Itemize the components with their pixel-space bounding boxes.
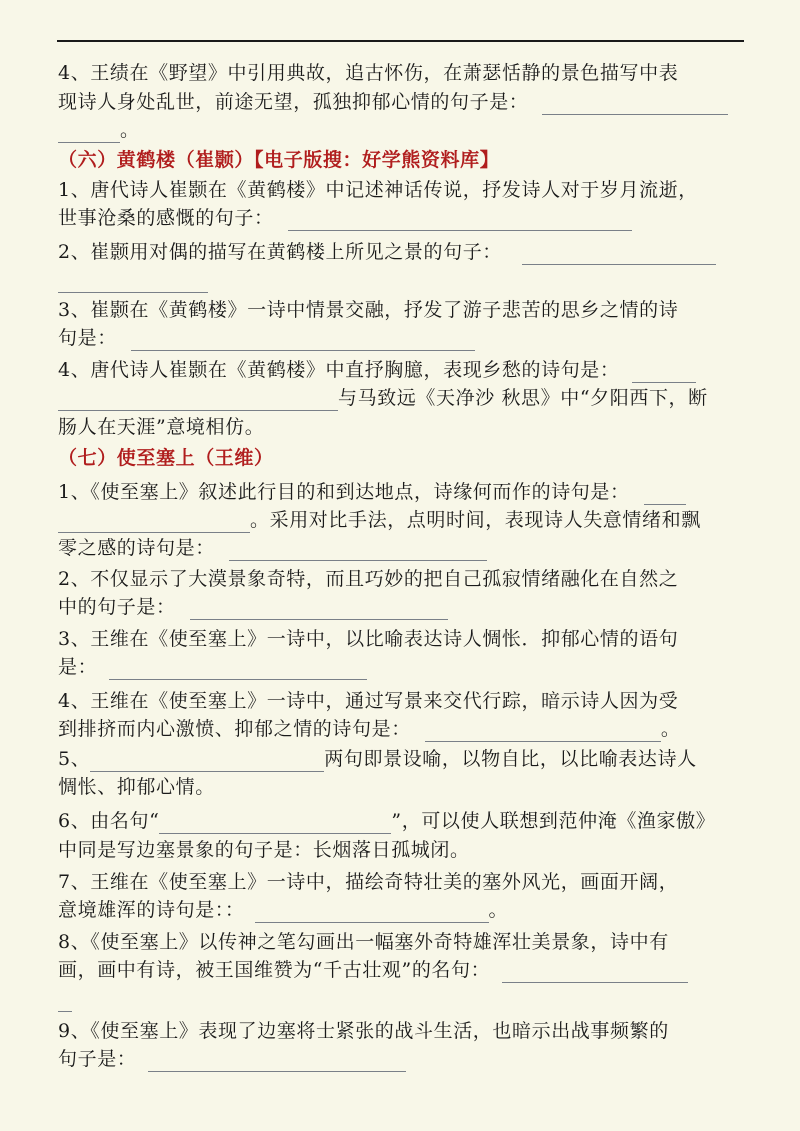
q-szss-3-line2 [58,654,367,680]
item-text: 到排挤而内心激愤、抑郁之情的诗句是： [58,718,411,740]
answer-blank[interactable] [58,272,208,293]
item-text: 王维在《使至塞上》一诗中，以比喻表达诗人惆怅．抑郁心情的语句 [90,628,679,650]
item-text: 王绩在《野望》中引用典故，追古怀伤，在萧瑟恬静的景色描写中表 [90,62,679,84]
item-text: 崔颢用对偶的描写在黄鹤楼上所见之景的句子： [90,241,502,263]
answer-blank[interactable] [288,210,632,231]
q-szss-6-line2 [58,837,470,863]
q-hhl-3-line2 [58,325,475,351]
item-text: 句子是： [58,1048,137,1070]
item-number: 3、 [58,628,91,650]
q-szss-8-line2 [58,957,688,983]
top-rule [57,40,744,42]
item-number: 2、 [58,568,91,590]
item-text: 画，画中有诗，被王国维赞为“千古壮观”的名句： [58,959,491,981]
item-text: 意境雄浑的诗句是：： [58,899,245,921]
q-szss-1-line1 [58,479,686,505]
item-text: 王维在《使至塞上》一诗中，通过写景来交代行踪，暗示诗人因为受 [90,690,679,712]
item-text: 唐代诗人崔颢在《黄鹤楼》中记述神话传说，抒发诗人对于岁月流逝， [90,179,698,201]
q-hhl-4-line3 [58,414,264,440]
answer-blank[interactable] [58,512,250,533]
item-number: 4、 [58,690,91,712]
item-number: 1、 [58,179,91,201]
item-text: 《使至塞上》叙述此行目的和到达地点，诗缘何而作的诗句是： [90,481,630,503]
answer-blank[interactable] [90,751,324,772]
item-text: 。 [660,718,681,740]
q-hhl-3-line1 [58,297,678,323]
q-wangji-4-line3 [58,117,140,143]
item-text: 不仅显示了大漠景象奇特，而且巧妙的把自己孤寂情绪融化在自然之 [90,568,679,590]
q-hhl-4-line1 [58,357,696,383]
item-number: 7、 [58,871,91,893]
answer-blank[interactable] [632,362,696,383]
item-text: ”，可以使人联想到范仲淹《渔家傲》 [391,810,716,832]
q-szss-2-line2 [58,594,448,620]
item-text: 零之感的诗句是： [58,537,215,559]
q-szss-5-line1 [58,746,697,772]
q-szss-8-line3 [58,986,72,1012]
item-text: 中的句子是： [58,596,176,618]
q-szss-7-line1 [58,869,678,895]
item-number: 4、 [58,62,91,84]
q-szss-2-line1 [58,566,678,592]
q-szss-6-line1 [58,808,715,834]
q-szss-5-line2 [58,774,215,800]
item-text: 与马致远《天净沙 秋思》中“夕阳西下，断 [338,387,708,409]
item-text: 。采用对比手法，点明时间，表现诗人失意情绪和飘 [250,509,701,531]
q-szss-7-line2 [58,897,508,923]
answer-blank[interactable] [502,962,688,983]
answer-blank[interactable] [159,813,391,834]
q-wangji-4-line2 [58,89,728,115]
item-text: 。 [120,119,140,141]
item-text: 唐代诗人崔颢在《黄鹤楼》中直抒胸臆，表现乡愁的诗句是： [90,359,620,381]
item-number: 6、 [58,810,91,832]
item-text: 中同是写边塞景象的句子是：长烟落日孤城闭。 [58,839,470,861]
item-text: 现诗人身处乱世，前途无望，孤独抑郁心情的句子是： [58,91,529,113]
q-hhl-1-line2 [58,205,632,231]
q-szss-8-line1 [58,929,669,955]
answer-blank[interactable] [542,94,728,115]
answer-blank[interactable] [522,244,716,265]
item-number: 4、 [58,359,91,381]
section-heading-huanghelou: （六）黄鹤楼（崔颢）【电子版搜：好学熊资料库】 [58,149,500,171]
item-text: 《使至塞上》以传神之笔勾画出一幅塞外奇特雄浑壮美景象，诗中有 [90,931,669,953]
q-szss-1-line2 [58,507,701,533]
item-number: 8、 [58,931,91,953]
answer-blank[interactable] [255,902,489,923]
item-text: 《使至塞上》表现了边塞将士紧张的战斗生活，也暗示出战事频繁的 [90,1020,669,1042]
q-wangji-4-line1 [58,60,678,86]
answer-blank[interactable] [148,1051,406,1072]
q-szss-9-line1 [58,1018,669,1044]
answer-blank[interactable] [58,390,338,411]
answer-blank[interactable] [190,599,448,620]
answer-blank[interactable] [58,122,120,143]
item-text: 。 [488,899,509,921]
q-szss-3-line1 [58,626,678,652]
item-number: 3、 [58,299,91,321]
item-text: 由名句“ [90,810,160,832]
q-hhl-2-line2 [58,267,208,293]
item-number: 9、 [58,1020,91,1042]
item-text: 是： [58,656,98,678]
q-szss-1-line3 [58,535,487,561]
q-hhl-1-line1 [58,177,698,203]
q-szss-9-line2 [58,1046,406,1072]
item-text: 王维在《使至塞上》一诗中，描绘奇特壮美的塞外风光，画面开阔， [90,871,679,893]
answer-blank[interactable] [644,484,686,505]
item-text: 句是： [58,327,117,349]
q-szss-4-line2 [58,716,680,742]
q-szss-4-line1 [58,688,678,714]
answer-blank[interactable] [109,659,367,680]
answer-blank[interactable] [131,330,475,351]
answer-blank[interactable] [58,991,72,1012]
item-text: 崔颢在《黄鹤楼》一诗中情景交融，抒发了游子悲苦的思乡之情的诗 [90,299,679,321]
item-text: 两句即景设喻，以物自比，以比喻表达诗人 [324,748,697,770]
item-number: 2、 [58,241,91,263]
item-text: 肠人在天涯”意境相仿。 [58,416,265,438]
answer-blank[interactable] [229,540,487,561]
item-number: 5、 [58,748,91,770]
item-text: 世事沧桑的感慨的句子： [58,207,274,229]
q-hhl-4-line2 [58,385,708,411]
q-hhl-2-line1 [58,239,716,265]
answer-blank[interactable] [425,721,661,742]
item-text: 惆怅、抑郁心情。 [58,776,215,798]
item-number: 1、 [58,481,91,503]
section-heading-shizhisaishang: （七）使至塞上（王维） [58,447,274,469]
